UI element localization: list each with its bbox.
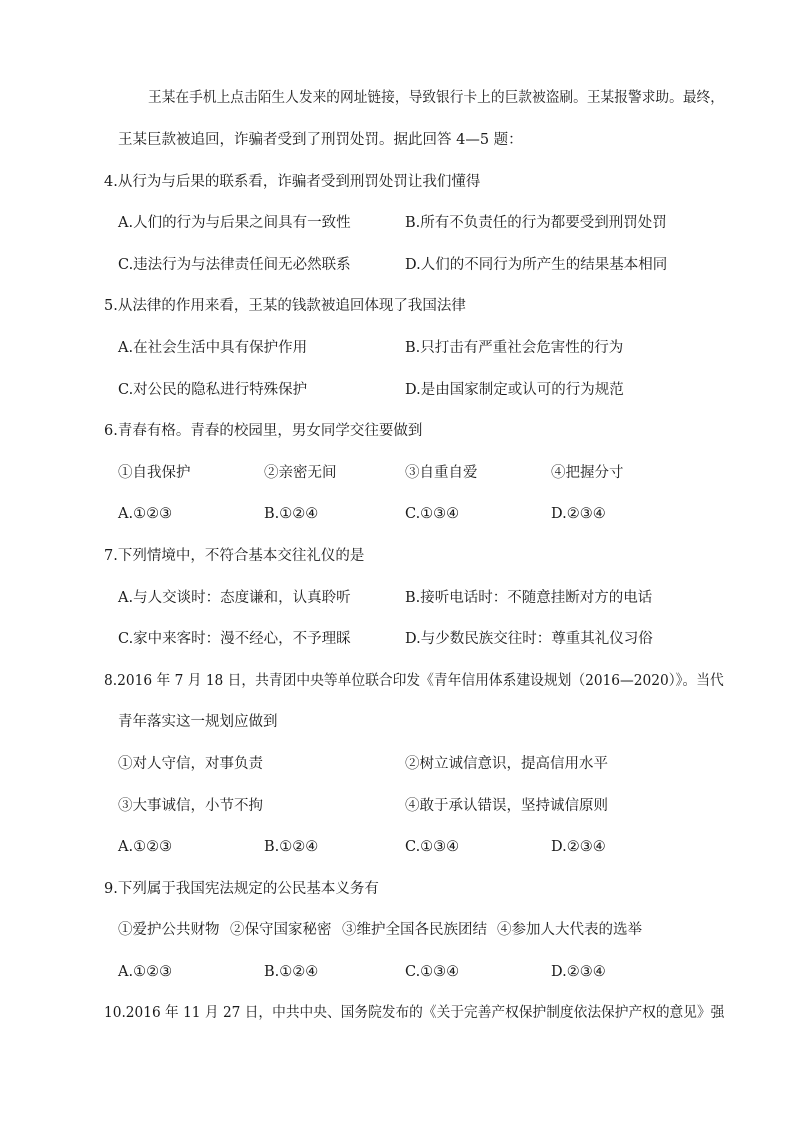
question-8-option-a: A.①②③: [118, 839, 173, 855]
question-8-stem: 8.2016 年 7 月 18 日，共青团中央等单位联合印发《青年信用体系建设规划（2016—2020）》。当代: [104, 673, 724, 689]
question-6-stem: 6.青春有格。青春的校园里，男女同学交往要做到: [104, 423, 423, 439]
question-7-stem: 7.下列情境中，不符合基本交往礼仪的是: [104, 548, 365, 564]
question-4-option-b: B.所有不负责任的行为都要受到刑罚处罚: [405, 215, 667, 231]
question-5-option-b: B.只打击有严重社会危害性的行为: [405, 340, 624, 356]
question-5-option-d: D.是由国家制定或认可的行为规范: [405, 382, 624, 398]
question-5-option-a: A.在社会生活中具有保护作用: [118, 340, 308, 356]
question-9-item-3: ③维护全国各民族团结: [342, 922, 487, 938]
question-4-option-c: C.违法行为与法律责任间无必然联系: [118, 257, 351, 273]
question-6-item-4: ④把握分寸: [551, 465, 624, 481]
passage-line-2: 王某巨款被追回，诈骗者受到了刑罚处罚。据此回答 4—5 题：: [118, 132, 523, 148]
question-8-option-c: C.①③④: [405, 839, 460, 855]
question-9-item-4: ④参加人大代表的选举: [497, 922, 642, 938]
question-8-stem-cont: 青年落实这一规划应做到: [118, 714, 278, 730]
question-9-item-1: ①爱护公共财物: [118, 922, 220, 938]
question-9-option-d: D.②③④: [551, 964, 606, 980]
question-6-option-a: A.①②③: [118, 506, 173, 522]
question-9-stem: 9.下列属于我国宪法规定的公民基本义务有: [104, 881, 379, 897]
question-6-option-c: C.①③④: [405, 506, 460, 522]
question-6-item-2: ②亲密无间: [264, 465, 337, 481]
question-4-stem: 4.从行为与后果的联系看，诈骗者受到刑罚处罚让我们懂得: [104, 174, 481, 190]
question-5-stem: 5.从法律的作用来看，王某的钱款被追回体现了我国法律: [104, 298, 466, 314]
question-8-option-b: B.①②④: [264, 839, 319, 855]
question-5-option-c: C.对公民的隐私进行特殊保护: [118, 382, 308, 398]
question-4-option-d: D.人们的不同行为所产生的结果基本相同: [405, 257, 668, 273]
question-7-option-b: B.接听电话时：不随意挂断对方的电话: [405, 590, 653, 606]
question-8-item-4: ④敢于承认错误，坚持诚信原则: [405, 798, 608, 814]
question-9-item-2: ②保守国家秘密: [230, 922, 332, 938]
question-9-option-c: C.①③④: [405, 964, 460, 980]
question-10-stem: 10.2016 年 11 月 27 日，中共中央、国务院发布的《关于完善产权保护制度依法保护产权的意见》强: [104, 1005, 725, 1021]
question-9-option-a: A.①②③: [118, 964, 173, 980]
question-6-item-3: ③自重自爱: [405, 465, 478, 481]
question-7-option-d: D.与少数民族交往时：尊重其礼仪习俗: [405, 631, 653, 647]
question-6-option-d: D.②③④: [551, 506, 606, 522]
question-8-option-d: D.②③④: [551, 839, 606, 855]
question-4-option-a: A.人们的行为与后果之间具有一致性: [118, 215, 351, 231]
question-8-item-2: ②树立诚信意识，提高信用水平: [405, 756, 608, 772]
question-7-option-a: A.与人交谈时：态度谦和，认真聆听: [118, 590, 351, 606]
question-8-item-1: ①对人守信，对事负责: [118, 756, 263, 772]
question-8-item-3: ③大事诚信，小节不拘: [118, 798, 263, 814]
question-9-option-b: B.①②④: [264, 964, 319, 980]
question-6-option-b: B.①②④: [264, 506, 319, 522]
question-6-item-1: ①自我保护: [118, 465, 191, 481]
question-7-option-c: C.家中来客时：漫不经心，不予理睬: [118, 631, 351, 647]
passage-line-1: 王某在手机上点击陌生人发来的网址链接，导致银行卡上的巨款被盗刷。王某报警求助。最终，: [148, 90, 724, 106]
